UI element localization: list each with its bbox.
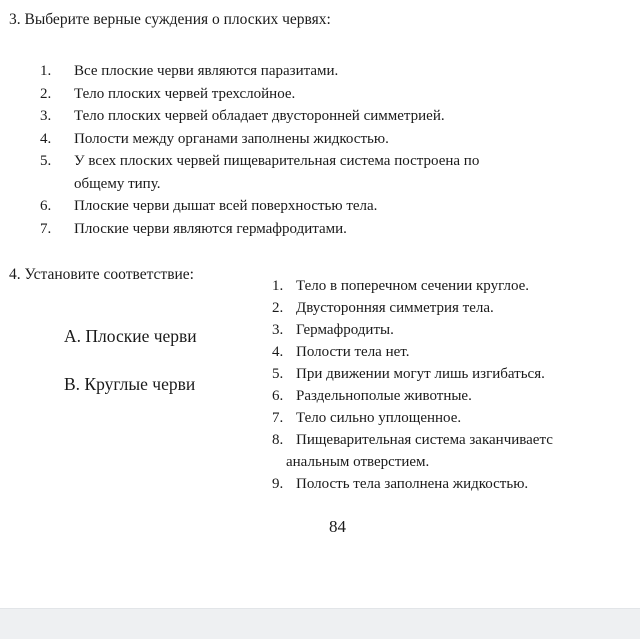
item-number: 2. (272, 300, 284, 316)
item-text: Плоские черви дышат всей поверхностью тела. (74, 198, 378, 214)
question-4-title: 4. Установите соответствие: (9, 266, 194, 283)
item-number: 9. (272, 476, 284, 492)
list-item (272, 407, 640, 429)
item-text: Плоские черви являются гермафродитами. (74, 220, 347, 237)
list-item (272, 341, 640, 363)
page-number: 84 (329, 517, 346, 536)
item-number: 6. (40, 198, 52, 214)
list-item (272, 429, 640, 473)
item-text: Тело плоских червей трехслойное. (74, 85, 296, 102)
item-text: Двусторонняя симметрия тела. (296, 300, 494, 316)
item-text: Раздельнополые животные. (296, 388, 472, 404)
list-item (40, 83, 630, 106)
item-number: 2. (40, 85, 52, 102)
list-item (40, 218, 630, 241)
item-text: Полости между органами заполнены жидкостью. (74, 130, 389, 147)
item-text: Тело плоских червей обладает двусторонней симметрией. (74, 108, 445, 124)
item-number: 3. (40, 108, 52, 124)
item-number: 5. (272, 366, 284, 382)
item-text: Тело в поперечном сечении круглое. (296, 278, 530, 294)
list-item (272, 385, 640, 407)
list-item (272, 473, 640, 495)
list-item (272, 275, 640, 297)
item-text-continuation: общему типу. (74, 175, 161, 192)
item-text: Гермафродиты. (296, 322, 394, 338)
question-3-title: 3. Выберите верные суждения о плоских червях: (9, 11, 331, 28)
option-b-roundworms: В. Круглые черви (64, 374, 196, 394)
bottom-bar (0, 608, 640, 639)
item-number: 1. (40, 63, 52, 79)
item-number: 5. (40, 153, 52, 169)
list-item (40, 195, 630, 218)
list-item (272, 319, 640, 341)
list-item (40, 105, 630, 128)
item-number: 8. (272, 432, 284, 448)
item-text: При движении могут лишь изгибаться. (296, 366, 545, 382)
item-text: Пищеварительная система заканчиваетс (296, 432, 553, 448)
question-4-list (272, 275, 640, 495)
list-item (40, 150, 630, 195)
item-number: 6. (272, 388, 284, 404)
item-number: 1. (272, 278, 284, 294)
item-text: Тело сильно уплощенное. (296, 410, 462, 426)
item-number: 7. (40, 220, 52, 237)
item-text: У всех плоских червей пищеварительная система построена по (74, 153, 480, 169)
item-number: 4. (40, 130, 52, 147)
list-item (272, 297, 640, 319)
item-number: 4. (272, 344, 284, 360)
item-text-continuation: анальным отверстием. (286, 454, 430, 470)
list-item (40, 128, 630, 151)
list-item (40, 60, 630, 83)
item-text: Полость тела заполнена жидкостью. (296, 476, 529, 492)
item-number: 3. (272, 322, 284, 338)
item-text: Полости тела нет. (296, 344, 410, 360)
item-number: 7. (272, 410, 284, 426)
item-text: Все плоские черви являются паразитами. (74, 63, 339, 79)
list-item (272, 363, 640, 385)
option-a-flatworms: А. Плоские черви (64, 326, 197, 346)
question-3-list (40, 60, 630, 240)
